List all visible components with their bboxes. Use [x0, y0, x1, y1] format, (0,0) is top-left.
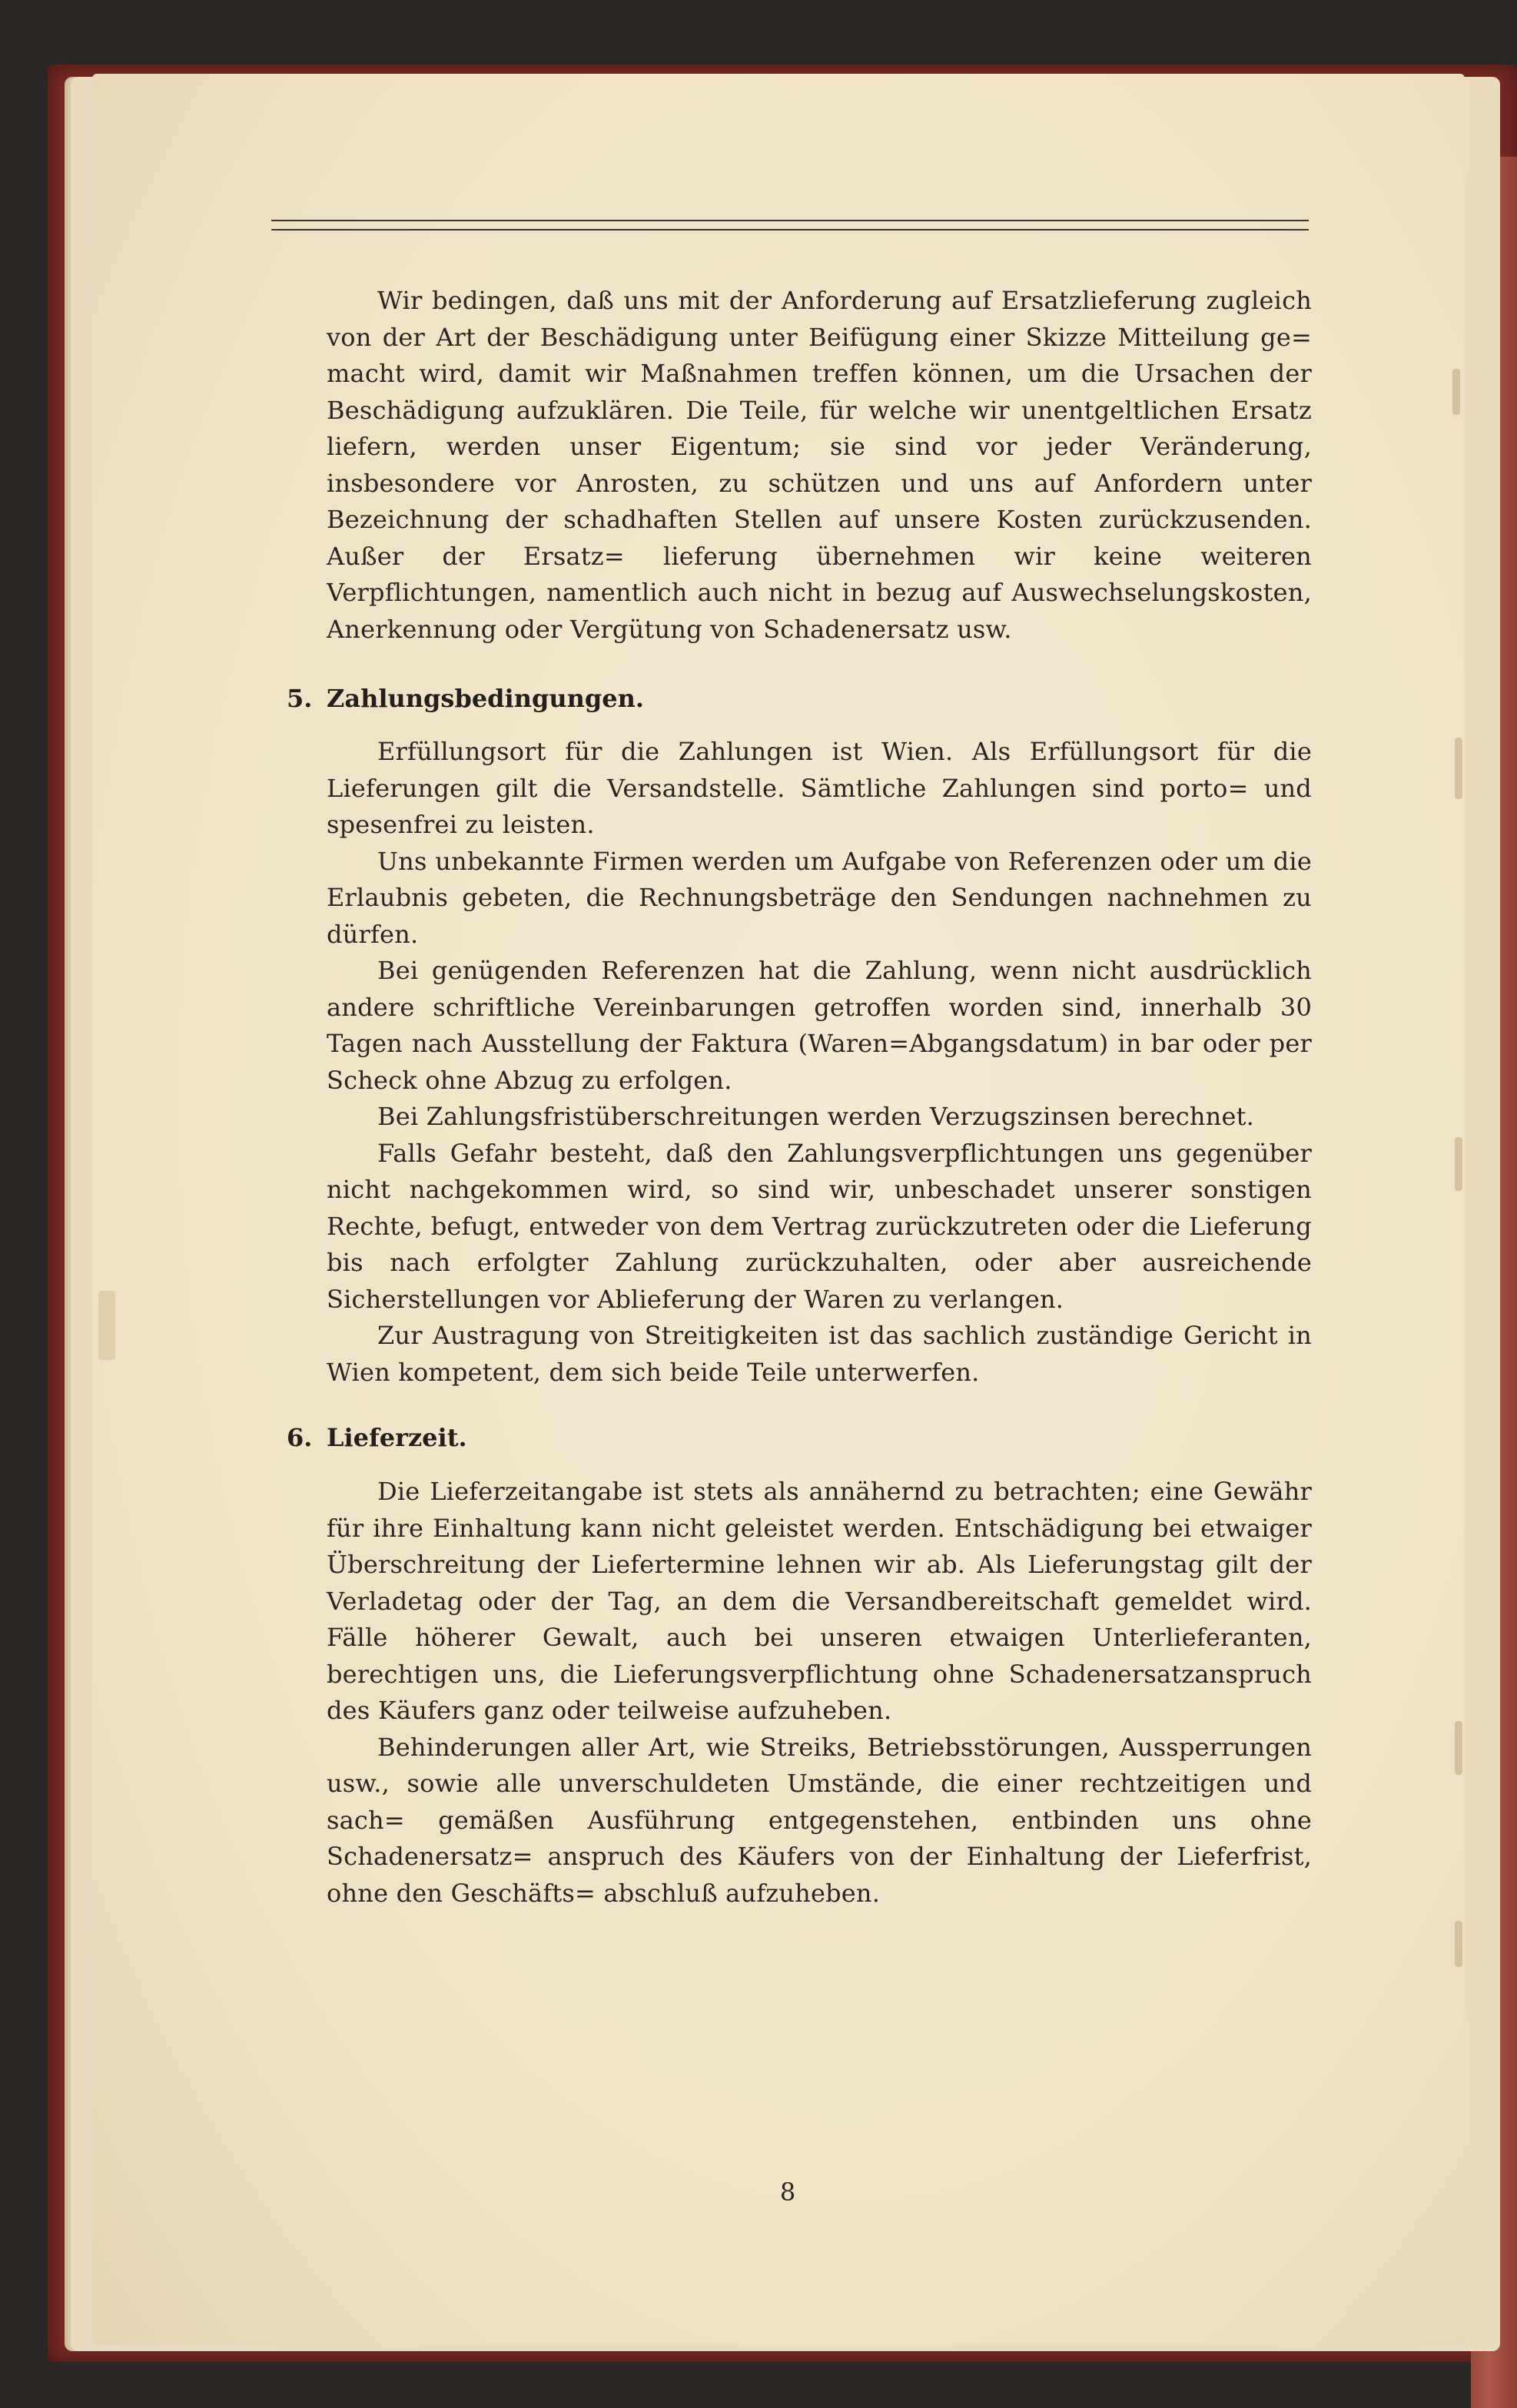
section-6-paragraph: Die Lieferzeitangabe ist stets als annähernd zu betrachten; eine Gewähr für ihre Einhaltung kann nicht geleistet werden. Entschädigung bei etwaiger Überschreitung der Liefertermine lehnen wir ab. Als Lieferungstag gilt der Verladetag oder der Tag, an dem die Versandbereitschaft gemeldet wird. Fälle höherer Gewalt, auch bei unseren etwaigen Unterlieferanten, berechtigen uns, die Lieferungsverpflichtung ohne Schadenersatzanspruch des Käufers ganz oder teilweise aufzuheben. — [327, 1477, 1312, 1725]
section-6-heading — [287, 1423, 467, 1452]
section-5-body — [327, 734, 1312, 1391]
header-rule-lower — [271, 229, 1309, 231]
section-5-heading — [287, 684, 644, 713]
binding-mark — [1455, 1721, 1462, 1775]
intro-paragraph-block — [327, 283, 1312, 648]
intro-paragraph: Wir bedingen, daß uns mit der Anforderung auf Ersatzlieferung zugleich von der Art der Beschädigung unter Beifügung einer Skizze Mitteilung ge= macht wird, damit wir Maßnahmen treffen können, um die Ursachen der Beschädigung aufzuklären. Die Teile, für welche wir unentgeltlichen Ersatz liefern, werden unser Eigentum; sie sind vor jeder Veränderung, insbesondere vor Anrosten, zu schützen und uns auf Anfordern unter Bezeichnung der schadhaften Stellen auf unsere Kosten zurückzusenden. Außer der Ersatz= lieferung übernehmen wir keine weiteren Verpflichtungen, namentlich auch nicht in bezug auf Auswechselungskosten, Anerkennung oder Vergütung von Schadenersatz usw. — [327, 286, 1312, 644]
section-5-title: Zahlungsbedingungen. — [327, 684, 645, 713]
binding-mark — [1452, 369, 1460, 415]
binding-mark — [1455, 1921, 1462, 1967]
section-6-number: 6. — [287, 1423, 313, 1452]
page-stain — [98, 1291, 115, 1360]
section-6-title: Lieferzeit. — [327, 1423, 467, 1452]
section-5-paragraph: Bei Zahlungsfristüberschreitungen werden Verzugszinsen berechnet. — [377, 1102, 1255, 1131]
page-number: 8 — [779, 2177, 796, 2207]
section-5-paragraph: Bei genügenden Referenzen hat die Zahlung, wenn nicht ausdrücklich andere schriftliche Vereinbarungen getroffen worden sind, innerhalb 30 Tagen nach Ausstellung der Faktura (Waren=Abgangsdatum) in bar oder per Scheck ohne Abzug zu erfolgen. — [327, 956, 1312, 1095]
binding-mark — [1455, 1137, 1462, 1191]
section-5-paragraph: Falls Gefahr besteht, daß den Zahlungsverpflichtungen uns gegenüber nicht nachgekommen wird, so sind wir, unbeschadet unserer sonstigen Rechte, befugt, entweder von dem Vertrag zurückzutreten oder die Lieferung bis nach erfolgter Zahlung zurückzuhalten, oder aber ausreichende Sicherstellungen vor Ablieferung der Waren zu verlangen. — [327, 1138, 1312, 1314]
section-6-paragraph: Behinderungen aller Art, wie Streiks, Betriebsstörungen, Aussperrungen usw., sowie alle unverschuldeten Umstände, die einer rechtzeitigen und sach= gemäßen Ausführung entgegenstehen, entbinden uns ohne Schadenersatz= anspruch des Käufers von der Einhaltung der Lieferfrist, ohne den Geschäfts= abschluß aufzuheben. — [327, 1732, 1312, 1908]
section-5-number: 5. — [287, 684, 313, 713]
section-5-paragraph: Erfüllungsort für die Zahlungen ist Wien. Als Erfüllungsort für die Lieferungen gilt die Versandstelle. Sämtliche Zahlungen sind porto= und spesenfrei zu leisten. — [327, 737, 1312, 839]
section-5-paragraph: Uns unbekannte Firmen werden um Aufgabe von Referenzen oder um die Erlaubnis gebeten, die Rechnungsbeträge den Sendungen nachnehmen zu dürfen. — [327, 846, 1312, 949]
section-6-body — [327, 1474, 1312, 1912]
header-rule-upper — [271, 220, 1309, 221]
binding-mark — [1455, 738, 1462, 799]
section-5-paragraph: Zur Austragung von Streitigkeiten ist das sachlich zuständige Gericht in Wien kompetent, dem sich beide Teile unterwerfen. — [327, 1321, 1312, 1387]
